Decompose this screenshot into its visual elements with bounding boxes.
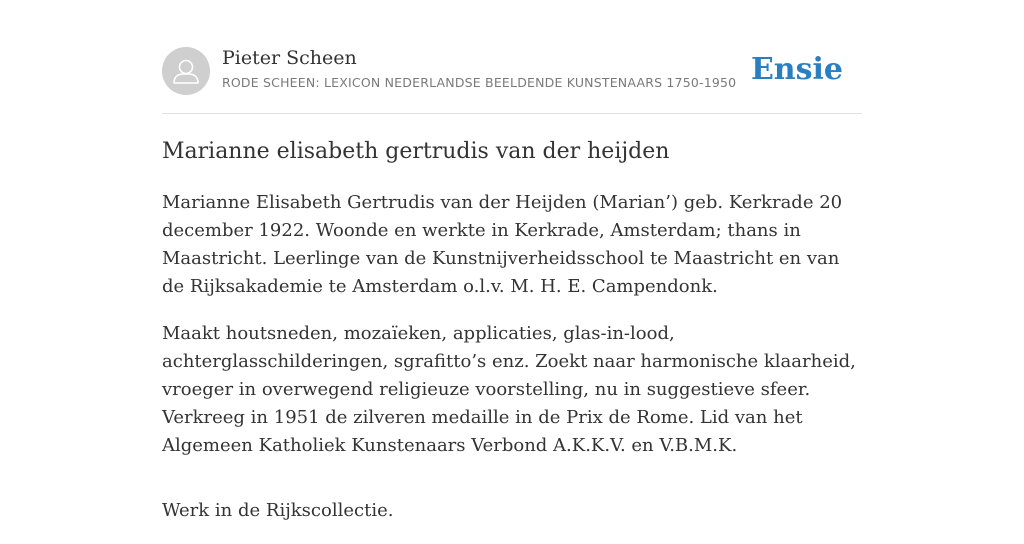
source-title[interactable]: RODE SCHEEN: LEXICON NEDERLANDSE BEELDENDE KUNSTENAARS 1750-1950 bbox=[222, 75, 737, 90]
user-avatar-icon[interactable] bbox=[162, 47, 210, 95]
author-name[interactable]: Pieter Scheen bbox=[222, 47, 357, 69]
article-paragraph-1: Marianne Elisabeth Gertrudis van der Heijden (Marian’) geb. Kerkrade 20 december 1922. Woonde en werkte in Kerkrade, Amsterdam; thans in Maastricht. Leerlinge van de Kunstnijverheidsschool te Maastricht en van de Rijksakademie te Amsterdam o.l.v. M. H. E. Campendonk. bbox=[162, 192, 843, 297]
article-paragraph-2: Maakt houtsneden, mozaïeken, applicaties, glas-in-lood, achterglasschilderingen, sgrafitto’s enz. Zoekt naar harmonische klaarheid, vroeger in overwegend religieuze voorstelling, nu in suggestieve sfeer. Verkreeg in 1951 de zilveren medaille in de Prix de Rome. Lid van het Algemeen Katholiek Kunstenaars Verbond A.K.K.V. en V.B.M.K. bbox=[162, 323, 856, 456]
header-divider bbox=[162, 113, 862, 114]
article-title: Marianne elisabeth gertrudis van der heijden bbox=[162, 139, 670, 164]
header bbox=[162, 46, 862, 96]
article-paragraph-3: Werk in de Rijkscollectie. bbox=[162, 500, 394, 521]
article-body bbox=[162, 189, 862, 544]
ensie-logo[interactable]: Ensie bbox=[750, 52, 843, 87]
